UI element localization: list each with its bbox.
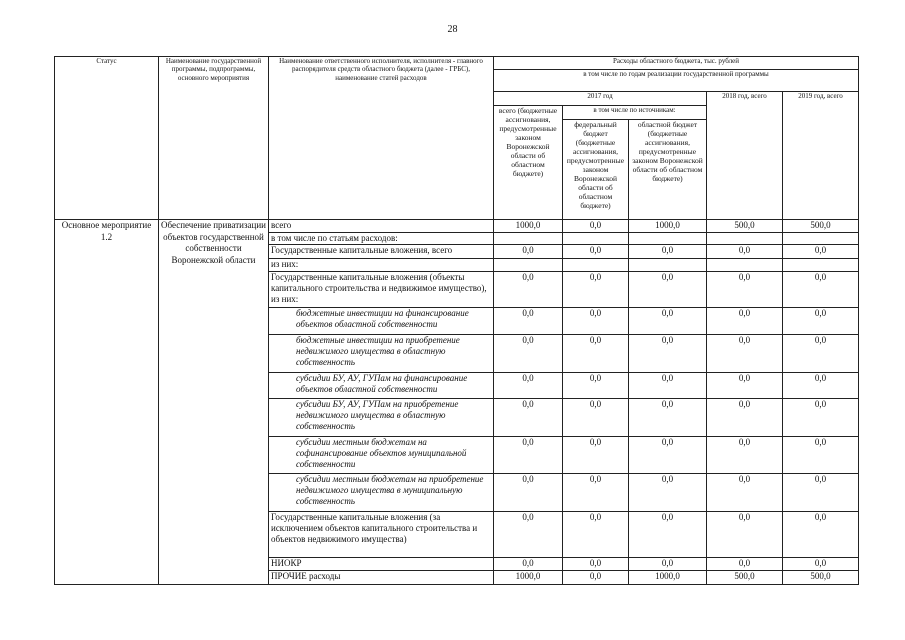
value-cell bbox=[563, 259, 629, 271]
value-cell: 0,0 bbox=[783, 271, 859, 307]
header-expenses: Расходы областного бюджета, тыс. рублей bbox=[494, 57, 859, 70]
value-cell bbox=[707, 233, 783, 245]
value-cell bbox=[563, 233, 629, 245]
row-label: субсидии местным бюджетам на приобретение недвижимого имущества в муниципальную собственность bbox=[269, 473, 494, 511]
value-cell: 0,0 bbox=[494, 557, 563, 570]
value-cell: 0,0 bbox=[563, 473, 629, 511]
header-status: Статус bbox=[55, 57, 159, 220]
value-cell: 0,0 bbox=[494, 398, 563, 436]
value-cell: 1000,0 bbox=[629, 220, 707, 233]
value-cell: 0,0 bbox=[707, 334, 783, 372]
value-cell: 0,0 bbox=[707, 307, 783, 334]
header-by-years: в том числе по годам реализации государственной программы bbox=[494, 70, 859, 92]
value-cell: 0,0 bbox=[494, 271, 563, 307]
value-cell: 0,0 bbox=[494, 372, 563, 398]
value-cell bbox=[783, 259, 859, 271]
value-cell: 0,0 bbox=[494, 307, 563, 334]
header-total-2017: всего (бюджетные ассигнования, предусмотренные законом Воронежской области об областном бюджете) bbox=[494, 106, 563, 220]
value-cell bbox=[707, 259, 783, 271]
value-cell: 0,0 bbox=[563, 220, 629, 233]
header-federal: федеральный бюджет (бюджетные ассигнования, предусмотренные законом Воронежской области об областном бюджете) bbox=[563, 120, 629, 220]
value-cell: 500,0 bbox=[783, 570, 859, 584]
row-label: субсидии местным бюджетам на софинансирование объектов муниципальной собственности bbox=[269, 436, 494, 473]
value-cell: 0,0 bbox=[707, 245, 783, 259]
value-cell: 0,0 bbox=[563, 436, 629, 473]
value-cell: 0,0 bbox=[563, 398, 629, 436]
value-cell: 0,0 bbox=[783, 372, 859, 398]
value-cell: 0,0 bbox=[629, 473, 707, 511]
value-cell: 0,0 bbox=[783, 245, 859, 259]
value-cell: 500,0 bbox=[783, 220, 859, 233]
header-year-2019: 2019 год, всего bbox=[783, 92, 859, 220]
header-year-2017: 2017 год bbox=[494, 92, 707, 106]
value-cell: 0,0 bbox=[783, 511, 859, 557]
value-cell: 0,0 bbox=[707, 473, 783, 511]
value-cell: 500,0 bbox=[707, 570, 783, 584]
row-label: субсидии БУ, АУ, ГУПам на финансирование объектов областной собственности bbox=[269, 372, 494, 398]
value-cell: 0,0 bbox=[783, 398, 859, 436]
value-cell: 0,0 bbox=[629, 271, 707, 307]
value-cell: 500,0 bbox=[707, 220, 783, 233]
value-cell: 0,0 bbox=[707, 398, 783, 436]
value-cell: 0,0 bbox=[783, 436, 859, 473]
value-cell: 0,0 bbox=[563, 372, 629, 398]
row-label: НИОКР bbox=[269, 557, 494, 570]
value-cell: 0,0 bbox=[563, 334, 629, 372]
value-cell: 0,0 bbox=[563, 307, 629, 334]
table-row bbox=[55, 220, 859, 233]
value-cell: 0,0 bbox=[629, 436, 707, 473]
value-cell: 0,0 bbox=[629, 307, 707, 334]
value-cell bbox=[494, 233, 563, 245]
value-cell: 0,0 bbox=[494, 334, 563, 372]
value-cell bbox=[629, 233, 707, 245]
value-cell: 0,0 bbox=[629, 511, 707, 557]
header-regional: областной бюджет (бюджетные ассигнования, предусмотренные законом Воронежской области об областном бюджете) bbox=[629, 120, 707, 220]
header-program-name: Наименование государственной программы, подпрограммы, основного мероприятия bbox=[159, 57, 269, 220]
value-cell: 0,0 bbox=[783, 473, 859, 511]
row-label: ПРОЧИЕ расходы bbox=[269, 570, 494, 584]
value-cell: 0,0 bbox=[629, 334, 707, 372]
measure-name: Обеспечение приватизации объектов государственной собственности Воронежской области bbox=[159, 220, 269, 585]
row-label: субсидии БУ, АУ, ГУПам на приобретение недвижимого имущества в областную собственность bbox=[269, 398, 494, 436]
value-cell: 1000,0 bbox=[494, 220, 563, 233]
value-cell: 1000,0 bbox=[629, 570, 707, 584]
value-cell: 0,0 bbox=[707, 511, 783, 557]
value-cell: 0,0 bbox=[494, 245, 563, 259]
header-executor: Наименование ответственного исполнителя, исполнителя - главного распорядителя средств областного бюджета (далее - ГРБС), наименование статей расходов bbox=[269, 57, 494, 220]
measure-status: Основное мероприятие 1.2 bbox=[55, 220, 159, 585]
value-cell: 0,0 bbox=[707, 557, 783, 570]
page-number: 28 bbox=[447, 24, 458, 35]
value-cell: 0,0 bbox=[783, 307, 859, 334]
header-sources: в том числе по источникам: bbox=[563, 106, 707, 120]
row-label: бюджетные инвестиции на финансирование объектов областной собственности bbox=[269, 307, 494, 334]
value-cell: 0,0 bbox=[629, 372, 707, 398]
value-cell: 0,0 bbox=[707, 372, 783, 398]
value-cell bbox=[783, 233, 859, 245]
row-label: всего bbox=[269, 220, 494, 233]
value-cell: 0,0 bbox=[563, 570, 629, 584]
value-cell: 0,0 bbox=[783, 557, 859, 570]
row-label: Государственные капитальные вложения (за исключением объектов капитального строительства и объектов недвижимого имущества) bbox=[269, 511, 494, 557]
row-label: в том числе по статьям расходов: bbox=[269, 233, 494, 245]
row-label: Государственные капитальные вложения (объекты капитального строительства и недвижимое имущество), из них: bbox=[269, 271, 494, 307]
value-cell: 0,0 bbox=[563, 271, 629, 307]
value-cell bbox=[629, 259, 707, 271]
value-cell: 0,0 bbox=[494, 473, 563, 511]
value-cell: 0,0 bbox=[707, 436, 783, 473]
row-label: из них: bbox=[269, 259, 494, 271]
budget-table bbox=[54, 56, 859, 585]
value-cell: 0,0 bbox=[629, 245, 707, 259]
header-year-2018: 2018 год, всего bbox=[707, 92, 783, 220]
row-label: бюджетные инвестиции на приобретение недвижимого имущества в областную собственность bbox=[269, 334, 494, 372]
value-cell: 0,0 bbox=[629, 398, 707, 436]
value-cell: 0,0 bbox=[563, 557, 629, 570]
value-cell: 0,0 bbox=[783, 334, 859, 372]
value-cell: 0,0 bbox=[707, 271, 783, 307]
value-cell: 0,0 bbox=[494, 511, 563, 557]
row-label: Государственные капитальные вложения, всего bbox=[269, 245, 494, 259]
value-cell: 0,0 bbox=[563, 245, 629, 259]
value-cell: 0,0 bbox=[494, 436, 563, 473]
value-cell: 0,0 bbox=[629, 557, 707, 570]
value-cell: 0,0 bbox=[563, 511, 629, 557]
value-cell: 1000,0 bbox=[494, 570, 563, 584]
value-cell bbox=[494, 259, 563, 271]
